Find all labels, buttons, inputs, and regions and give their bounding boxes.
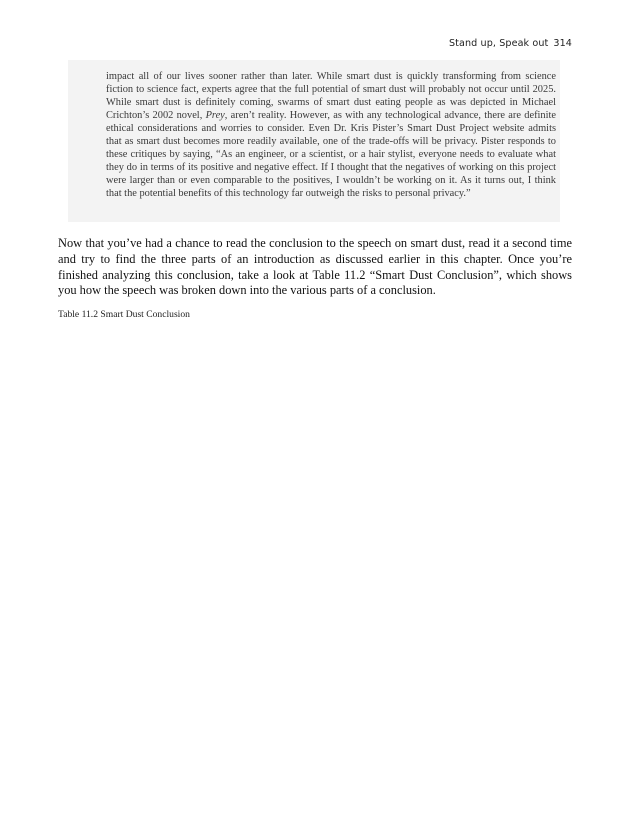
table-caption: Table 11.2 Smart Dust Conclusion — [58, 309, 190, 320]
body-paragraph: Now that you’ve had a chance to read the conclusion to the speech on smart dust, read it a second time and try to find the three parts of an introduction as discussed earlier in this chapter. Once you’re finished analyzing this conclusion, take a look at Table 11.2 “Smart Dust Conclusion”, which shows you how the speech was broken down into the various parts of a conclusion. — [58, 236, 572, 298]
speech-excerpt-text — [106, 70, 556, 200]
page-number: 314 — [553, 38, 572, 49]
speech-excerpt-block — [68, 60, 560, 222]
excerpt-text-part-2: , aren’t reality. However, as with any technological advance, there are definite ethical considerations and worries to consider. Even Dr. Kris Pister’s Smart Dust Project website admits that as smart dust becomes more readily available, one of the trade-offs will be privacy. Pister responds to these critiques by saying, “As an engineer, or a scientist, or a hair stylist, everyone needs to evaluate what they do in terms of its positive and negative effect. If I thought that the negatives of working on this project were larger than or even comparable to the positives, I wouldn’t be working on it. As it turns out, I think that the potential benefits of this technology far outweigh the risks to personal privacy.” — [106, 110, 556, 199]
novel-title: Prey — [205, 110, 225, 121]
excerpt-text-part-1: impact all of our lives sooner rather than later. While smart dust is quickly transforming from science fiction to science fact, experts agree that the full potential of smart dust will probably not occur until 2025. While smart dust is definitely coming, swarms of smart dust eating people as was depicted in Michael Crichton’s 2002 novel, — [106, 71, 556, 121]
book-title: Stand up, Speak out — [448, 38, 549, 49]
running-header — [449, 38, 572, 49]
